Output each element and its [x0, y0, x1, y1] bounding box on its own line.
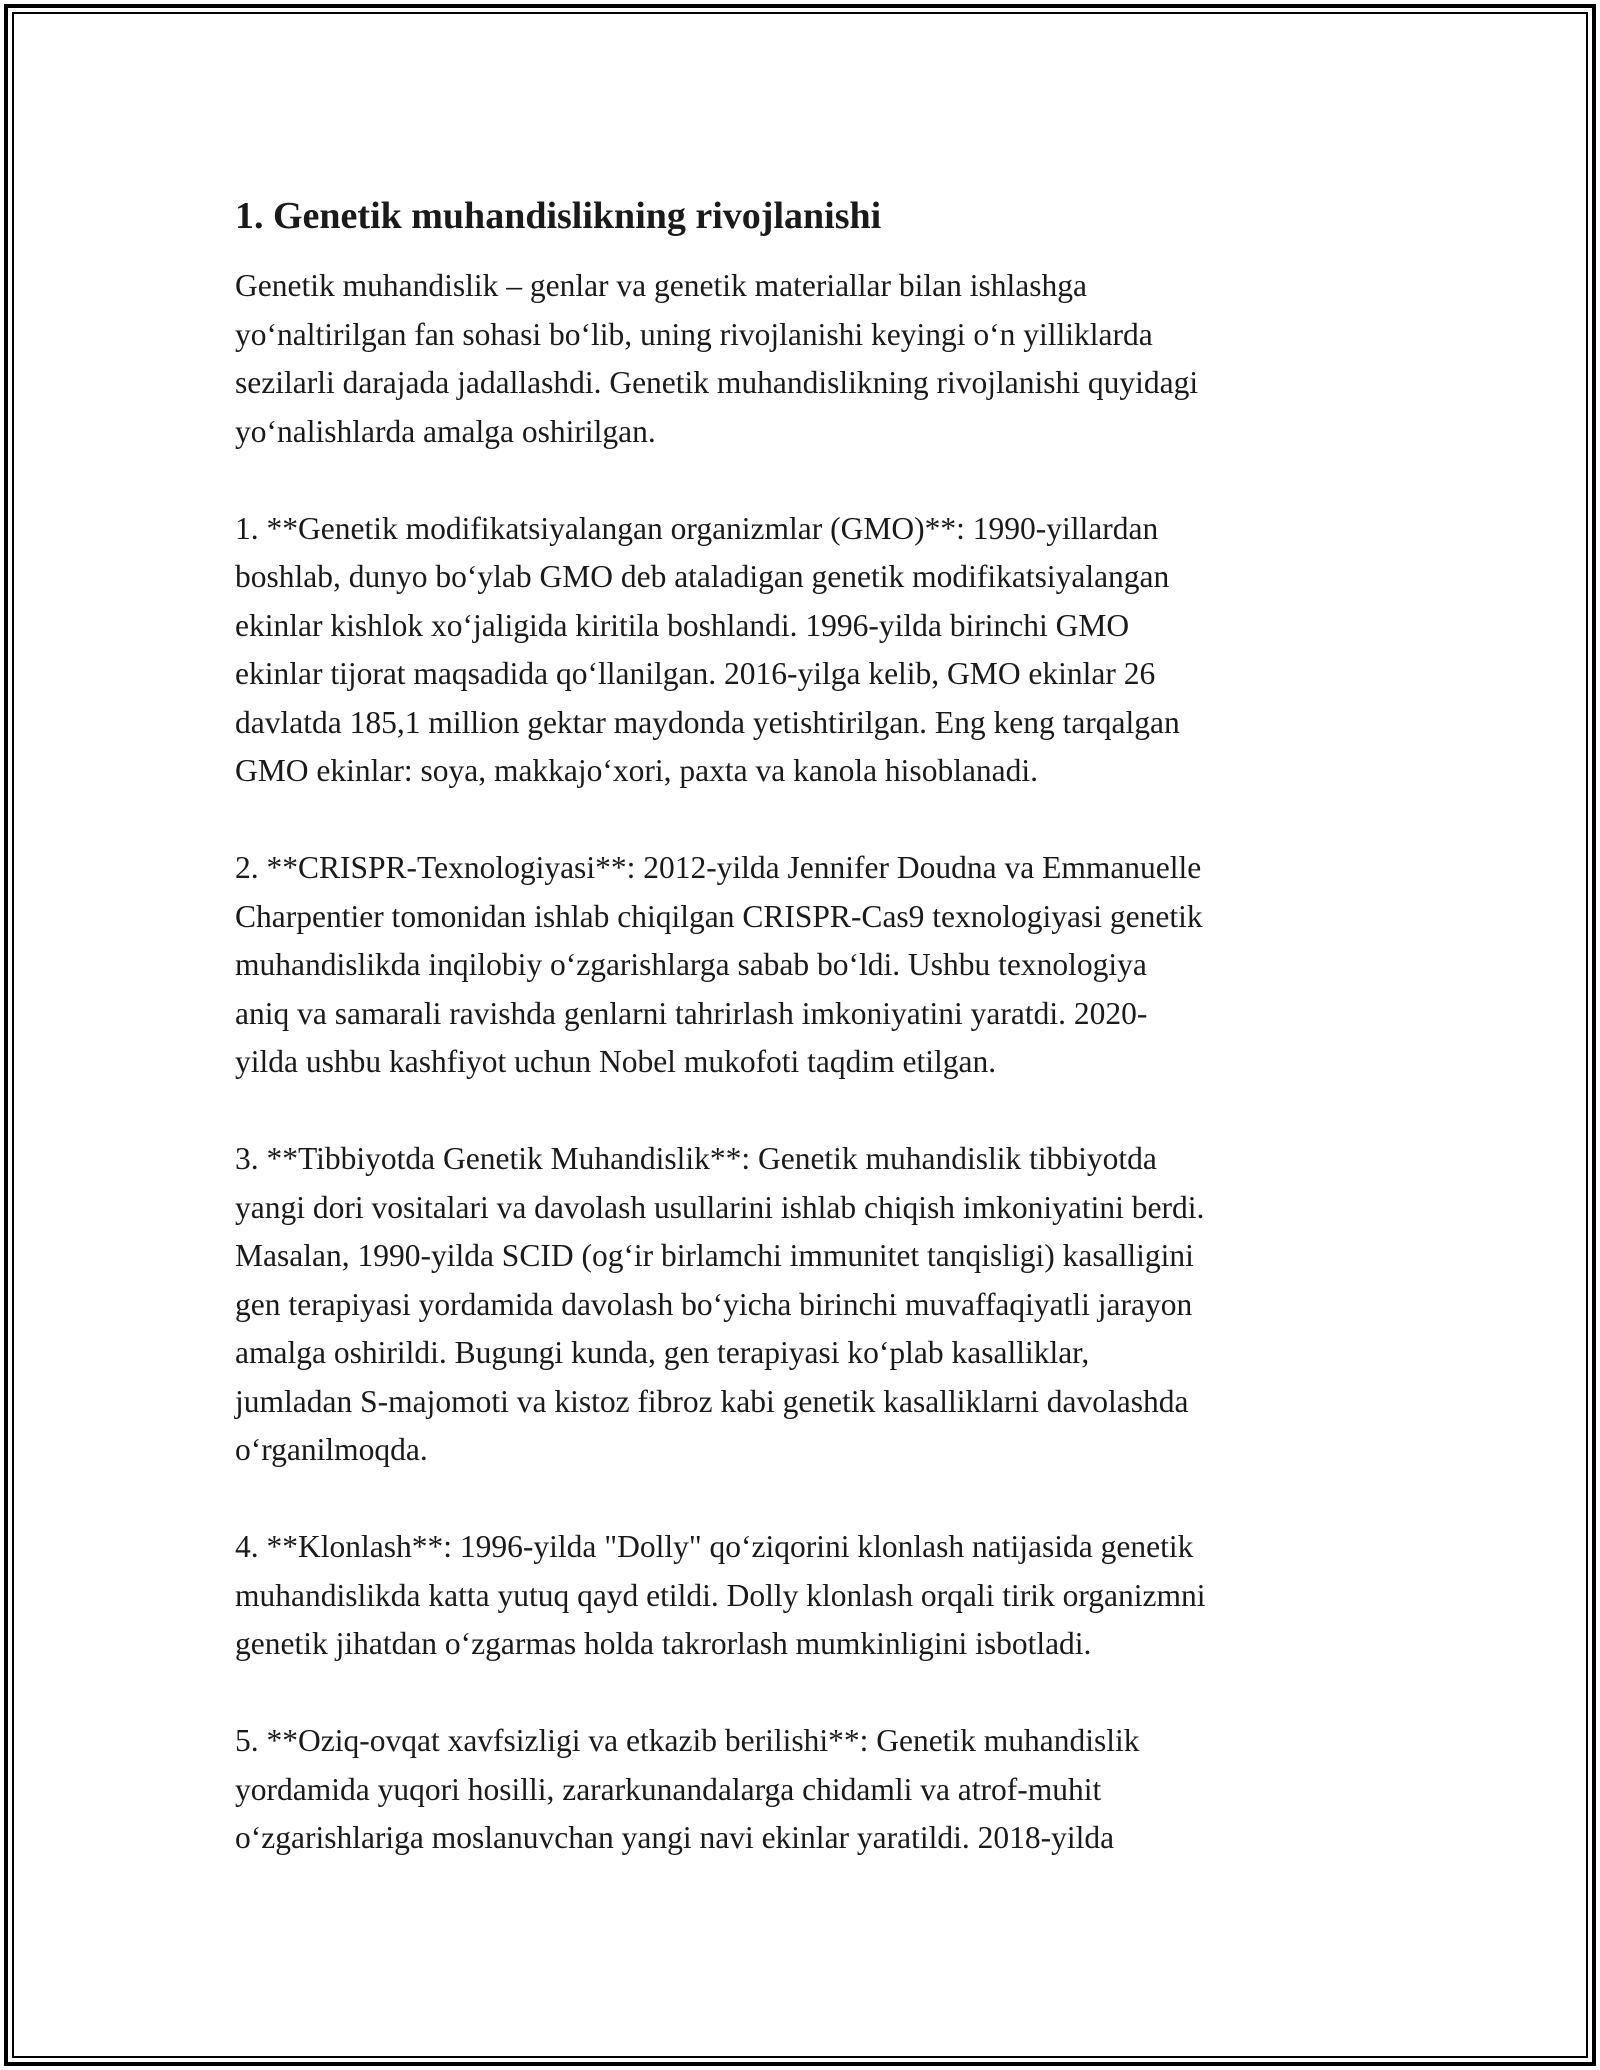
gmo-paragraph: 1. **Genetik modifikatsiyalangan organizmlar (GMO)**: 1990-yillardan boshlab, dunyo bo‘ylab GMO deb ataladigan genetik modifikatsiyalangan ekinlar kishlok xo‘jaligida kiritila boshlandi. 1996-yilda birinchi GMO ekinlar tijorat maqsadida qo‘llanilgan. 2016-yilga kelib, GMO ekinlar 26 davlatda 185,1 million gektar maydonda yetishtirilgan. Eng keng tarqalgan GMO ekinlar: soya, makkajo‘xori, paxta va kanola hisoblanadi. — [235, 510, 1180, 788]
food-security-paragraph: 5. **Oziq-ovqat xavfsizligi va etkazib berilishi**: Genetik muhandislik yordamida yuqori hosilli, zararkunandalarga chidamli va atrof-muhit o‘zgarishlariga moslanuvchan yangi navi ekinlar yaratildi. 2018-yilda — [235, 1723, 1140, 1855]
crispr-paragraph: 2. **CRISPR-Texnologiyasi**: 2012-yilda Jennifer Doudna va Emmanuelle Charpentier tomonidan ishlab chiqilgan CRISPR-Cas9 texnologiyasi genetik muhandislikda inqilobiy o‘zgarishlarga sabab bo‘ldi. Ushbu texnologiya aniq va samarali ravishda genlarni tahrirlash imkoniyatini yaratdi. 2020- yilda ushbu kashfiyot uchun Nobel mukofoti taqdim etilgan. — [235, 850, 1203, 1079]
cloning-paragraph: 4. **Klonlash**: 1996-yilda "Dolly" qo‘ziqorini klonlash natijasida genetik muhandislikda katta yutuq qayd etildi. Dolly klonlash orqali tirik organizmni genetik jihatdan o‘zgarmas holda takrorlash mumkinligini isbotladi. — [235, 1529, 1206, 1661]
section-heading: 1. Genetik muhandislikning rivojlanishi — [235, 195, 882, 237]
medicine-paragraph: 3. **Tibbiyotda Genetik Muhandislik**: Genetik muhandislik tibbiyotda yangi dori vositalari va davolash usullarini ishlab chiqish imkoniyatini berdi. Masalan, 1990-yilda SCID (og‘ir birlamchi immunitet tanqisligi) kasalligini gen terapiyasi yordamida davolash bo‘yicha birinchi muvaffaqiyatli jarayon amalga oshirildi. Bugungi kunda, gen terapiyasi ko‘plab kasalliklar, jumladan S-majomoti va kistoz fibroz kabi genetik kasalliklarni davolashda o‘rganilmoqda. — [235, 1141, 1205, 1467]
intro-paragraph: Genetik muhandislik – genlar va genetik materiallar bilan ishlashga yo‘naltirilgan fan sohasi bo‘lib, uning rivojlanishi keyingi o‘n yilliklarda sezilarli darajada jadallashdi. Genetik muhandislikning rivojlanishi quyidagi yo‘nalishlarda amalga oshirilgan. — [235, 268, 1199, 449]
document-body — [235, 192, 1375, 1863]
